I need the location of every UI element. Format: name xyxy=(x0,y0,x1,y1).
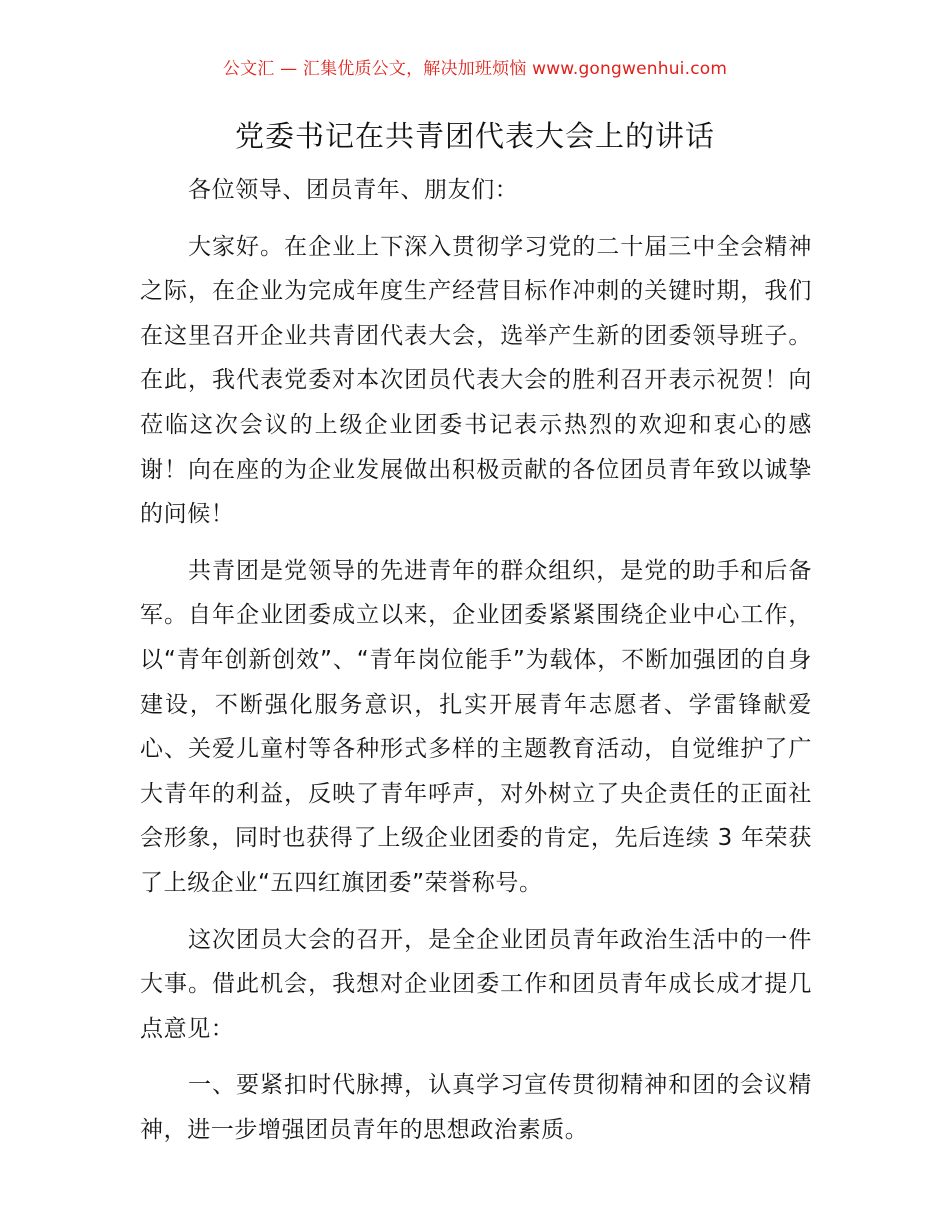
document-title: 党委书记在共青团代表大会上的讲话 xyxy=(234,119,715,153)
paragraph-point-one: 一、要紧扣时代脉搏，认真学习宣传贯彻精神和团的会议精神，进一步增强团员青年的思想政治素质。 xyxy=(140,1072,812,1143)
paragraph-occasion: 这次团员大会的召开，是全企业团员青年政治生活中的一件大事。借此机会，我想对企业团委工作和团员青年成长成才提几点意见： xyxy=(140,926,812,1042)
site-header-banner: 公文汇 — 汇集优质公文，解决加班烦恼 www.gongwenhui.com xyxy=(222,59,728,79)
paragraph-opening: 大家好。在企业上下深入贯彻学习党的二十届三中全会精神之际，在企业为完成年度生产经营目标作冲刺的关键时期，我们在这里召开企业共青团代表大会，选举产生新的团委领导班子。在此，我代表党委对本次团员代表大会的胜利召开表示祝贺！向莅临这次会议的上级企业团委书记表示热烈的欢迎和衷心的感谢！向在座的为企业发展做出积极贡献的各位团员青年致以诚挚的问候！ xyxy=(140,233,812,528)
paragraph-league-intro: 共青团是党领导的先进青年的群众组织，是党的助手和后备军。自年企业团委成立以来，企业团委紧紧围绕企业中心工作，以“青年创新创效”、“青年岗位能手”为载体，不断加强团的自身建设，不断强化服务意识，扎实开展青年志愿者、学雷锋献爱心、关爱儿童村等各种形式多样的主题教育活动，自觉维护了广大青年的利益，反映了青年呼声，对外树立了央企责任的正面社会形象，同时也获得了上级企业团委的肯定，先后连续 3 年荣获了上级企业“五四红旗团委”荣誉称号。 xyxy=(140,557,812,896)
document-body xyxy=(140,168,812,1152)
paragraph-greeting: 各位领导、团员青年、朋友们： xyxy=(188,177,519,203)
